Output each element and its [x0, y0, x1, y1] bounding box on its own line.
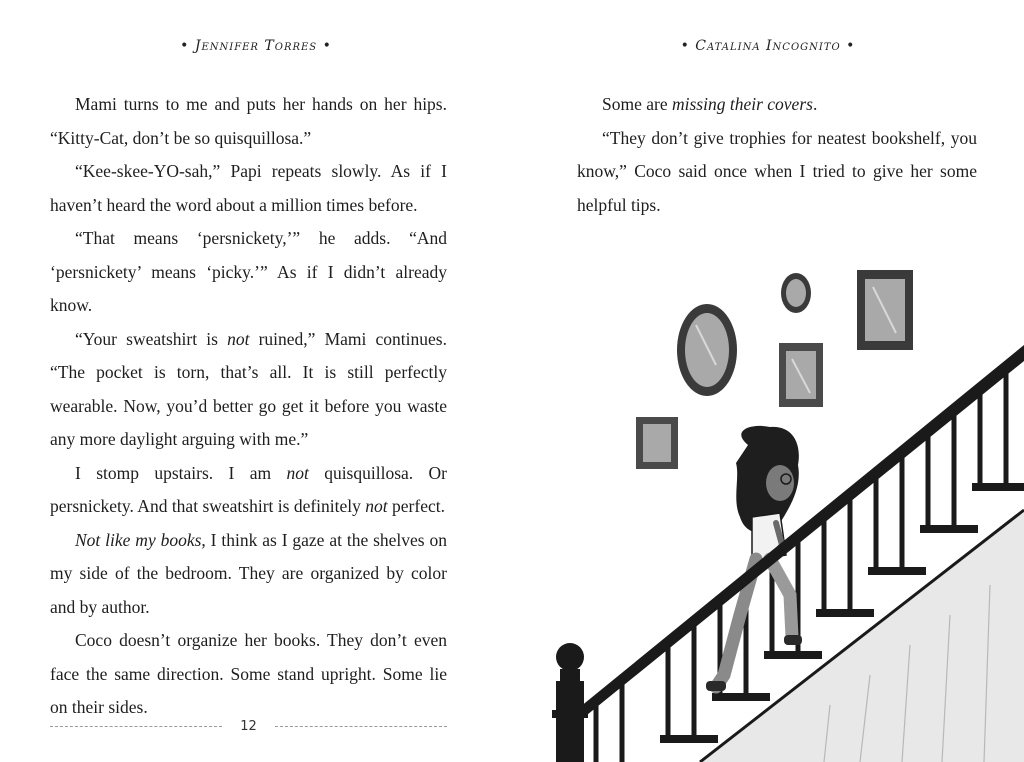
running-head-author: • Jennifer Torres • — [180, 38, 332, 54]
italic-run: not — [365, 496, 388, 516]
page-number: 12 — [240, 718, 257, 734]
folio — [50, 716, 447, 736]
right-body-text — [577, 88, 977, 222]
text-run: “Your sweatshirt is — [75, 328, 228, 349]
italic-run: not — [227, 328, 250, 349]
running-head-title: • Catalina Incognito • — [680, 38, 856, 54]
text-run: ruined,” Mami continues. “The pocket is torn, that’s all. It is still perfectly wearable. Now, you’d better go get it before you waste any more daylight arguing with me.” — [50, 328, 447, 449]
text-run: Mami turns to me and puts her hands on her hips. “Kitty-Cat, don’t be so quisquillosa.” — [50, 94, 447, 148]
text-run: quisquillosa. Or persnickety. And that sweatshirt is definitely — [50, 462, 447, 516]
text-run: “Kee-skee-YO-sah,” Papi repeats slowly. As if I haven’t heard the word about a million times before. — [50, 161, 447, 215]
paragraph — [50, 222, 447, 323]
ornate-frame-icon — [857, 270, 913, 350]
newel-post — [552, 643, 588, 762]
paragraph — [50, 155, 447, 222]
text-run: , I think as I gaze at the shelves on my side of the bedroom. They are organized by color and by author. — [50, 529, 447, 617]
folio-rule-right — [275, 726, 447, 727]
stair-tread — [764, 651, 822, 659]
girl-shoe-front — [784, 635, 802, 645]
square-frame-icon — [779, 343, 823, 407]
text-run: perfect. — [387, 496, 445, 516]
stair-tread — [712, 693, 770, 701]
text-run: Some are — [602, 94, 672, 114]
small-oval-frame-icon — [781, 273, 811, 313]
italic-run: missing their covers — [671, 94, 813, 114]
text-run: “They don’t give trophies for neatest bookshelf, you know,” Coco said once when I tried to give her some helpful tips. — [577, 127, 977, 215]
folio-rule-left — [50, 726, 222, 727]
paragraph — [50, 88, 447, 155]
stair-tread — [920, 525, 978, 533]
tilted-frame-icon — [636, 417, 678, 469]
stair-tread — [816, 609, 874, 617]
paragraph — [50, 457, 447, 524]
left-body-text — [50, 88, 447, 725]
text-run: Coco doesn’t organize her books. They don’t even face the same direction. Some stand upright. Some lie on their sides. — [50, 630, 447, 717]
oval-mirror-icon — [677, 304, 737, 396]
paragraph — [577, 88, 977, 122]
text-run: . — [812, 94, 818, 114]
text-run: I stomp upstairs. I am — [75, 462, 287, 483]
stair-tread — [660, 735, 718, 743]
paragraph — [50, 323, 447, 457]
stair-tread — [972, 483, 1024, 491]
paragraph — [50, 524, 447, 625]
italic-run: Not like my books — [75, 529, 202, 550]
staircase-illustration — [540, 255, 1024, 762]
paragraph — [50, 624, 447, 725]
text-run: “That means ‘persnickety,’” he adds. “And ‘persnickety’ means ‘picky.’” As if I didn’t already know. — [50, 228, 447, 315]
paragraph — [577, 122, 977, 223]
stair-tread — [868, 567, 926, 575]
girl-shoe — [706, 681, 726, 691]
italic-run: not — [286, 462, 309, 483]
